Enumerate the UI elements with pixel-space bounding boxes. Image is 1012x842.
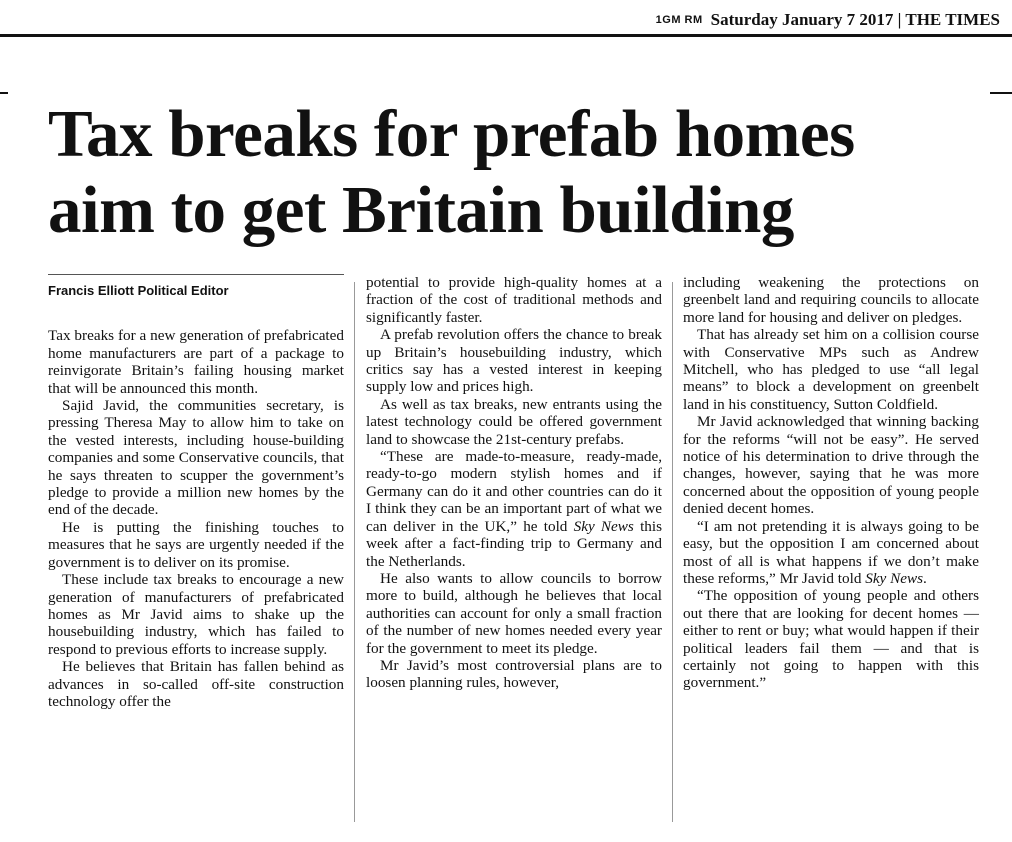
edition-codes: 1GM RM xyxy=(655,14,703,26)
paragraph: including weakening the protections on greenbelt land and requiring councils to allocate more land for housing and deliver on pledges. xyxy=(683,274,979,326)
paragraph: Mr Javid acknowledged that winning backing for the reforms “will not be easy”. He served notice of his determination to drive through the changes, however, saying that he was more concerned about the opposition of young people denied decent homes. xyxy=(683,413,979,518)
dateline: Saturday January 7 2017 | THE TIMES xyxy=(710,10,1000,29)
quote-text: “These are made-to-measure, ready-made, ready-to-go modern stylish homes and if Germany can do it and other countries can do it I think they can be an important part of what we can deliver in the UK,” he told xyxy=(366,448,662,535)
column-rule-2 xyxy=(672,282,673,822)
paragraph-quote xyxy=(366,448,662,570)
paragraph: These include tax breaks to encourage a new generation of manufacturers of prefabricated homes as Mr Javid aims to shake up the housebuilding industry, which has failed to respond to previous efforts to increase supply. xyxy=(48,571,344,658)
masthead xyxy=(0,8,1000,32)
paragraph: He believes that Britain has fallen behind as advances in so-called off-site construction technology offer the xyxy=(48,658,344,710)
paragraph: Mr Javid’s most controversial plans are to loosen planning rules, however, xyxy=(366,656,662,692)
headline-line-1: Tax breaks for prefab homes xyxy=(48,97,855,171)
byline-rule xyxy=(48,274,344,275)
paragraph: Tax breaks for a new generation of prefabricated home manufacturers are part of a package to reinvigorate Britain’s failing housing market that will be announced this month. xyxy=(48,327,344,397)
headline-rule-right xyxy=(990,92,1012,94)
article-column-3 xyxy=(683,274,979,692)
paragraph: That has already set him on a collision course with Conservative MPs such as Andrew Mitchell, who has pledged to use “all legal means” to block a development on greenbelt land in his constituency, Sutton Coldfield. xyxy=(683,326,979,413)
headline xyxy=(48,96,998,248)
article-column-2 xyxy=(366,274,662,692)
outlet-name: Sky News xyxy=(573,517,634,535)
paragraph: potential to provide high-quality homes at a fraction of the cost of traditional methods and significantly faster. xyxy=(366,274,662,326)
paragraph: “The opposition of young people and others out there that are looking for decent homes — either to rent or buy; what would happen if their political leaders fail them — and that is certainly not going to happen with this government.” xyxy=(683,587,979,692)
column-rule-1 xyxy=(354,282,355,822)
article-column-1 xyxy=(48,282,344,710)
headline-line-2: aim to get Britain building xyxy=(48,173,794,247)
paragraph: As well as tax breaks, new entrants using the latest technology could be offered government land to showcase the 21st-century prefabs. xyxy=(366,395,662,448)
quote-text: “I am not pretending it is always going to be easy, but the opposition I am concerned about most of all is what happens if we don’t make these reforms,” Mr Javid told xyxy=(683,517,979,587)
paragraph: A prefab revolution offers the chance to break up Britain’s housebuilding industry, which critics say has a vested interest in keeping supply low and prices high. xyxy=(366,326,662,396)
quote-tail: . xyxy=(923,569,927,587)
byline: Francis Elliott Political Editor xyxy=(48,283,229,298)
paragraph: Sajid Javid, the communities secretary, is pressing Theresa May to allow him to take on the vested interests, including house-building companies and some Conservative councils, that he says threaten to scupper the government’s pledge to provide a million new homes by the end of the decade. xyxy=(48,397,344,519)
outlet-name: Sky News xyxy=(865,569,924,587)
paragraph: He also wants to allow councils to borrow more to build, although he believes that local authorities can account for only a small fraction of the number of new homes needed every year for the government to meet its pledge. xyxy=(366,569,662,657)
quote-tail: this week after a fact-finding trip to Germany and the Netherlands. xyxy=(366,517,663,570)
headline-rule-left xyxy=(0,92,8,94)
paragraph-quote xyxy=(683,518,979,588)
paragraph: He is putting the finishing touches to measures that he says are urgently needed if the government is to deliver on its promise. xyxy=(48,518,344,571)
masthead-rule xyxy=(0,34,1012,37)
